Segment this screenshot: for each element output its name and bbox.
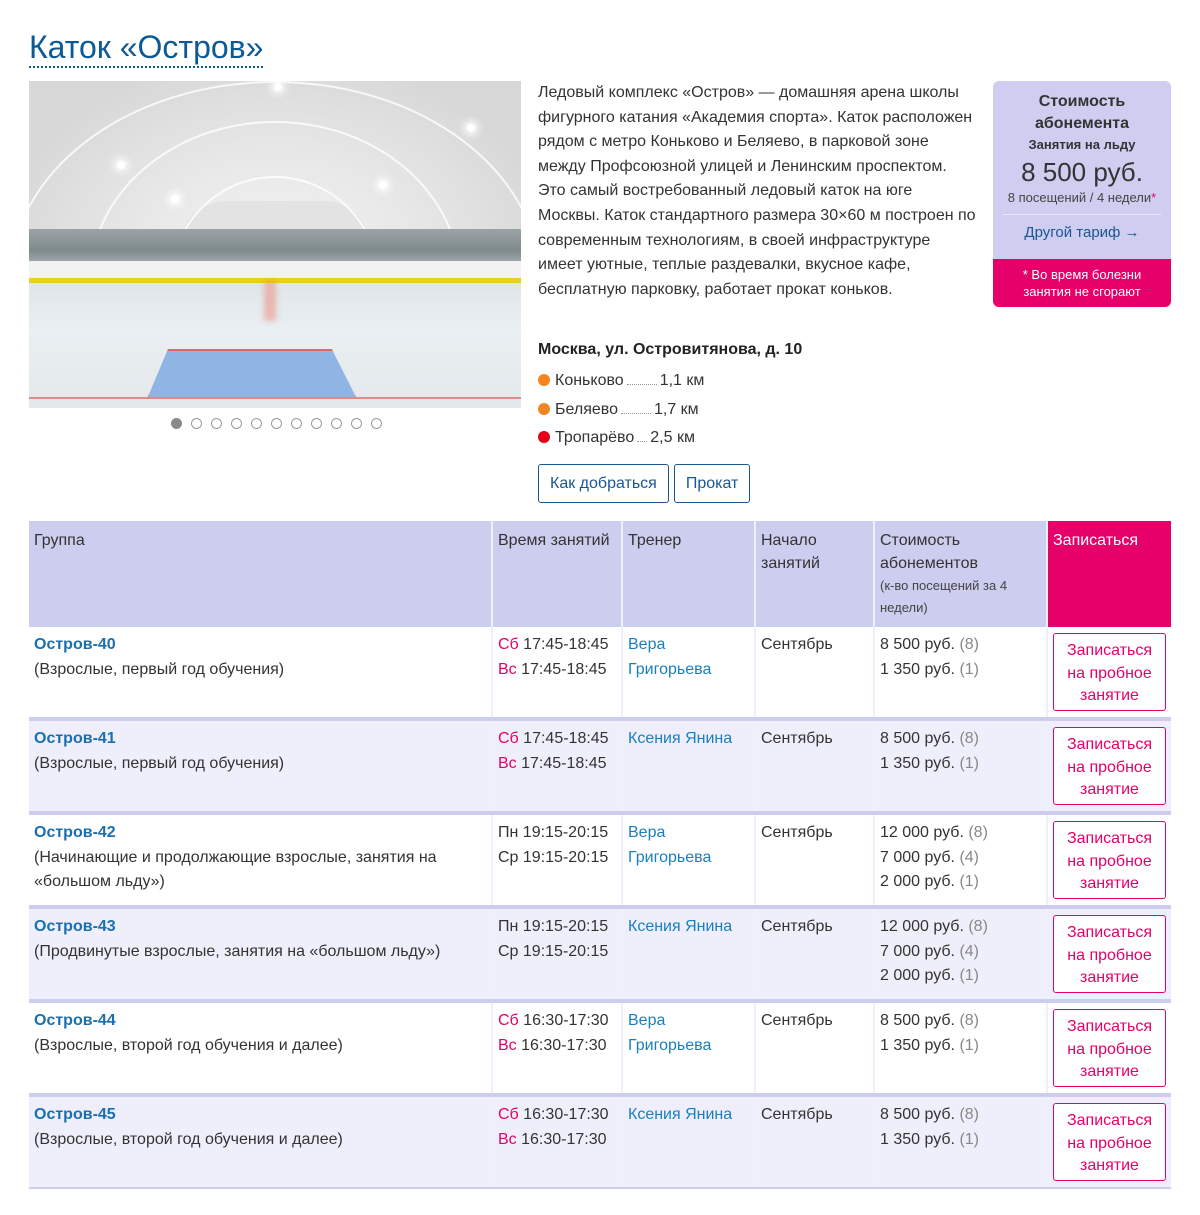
dotted-leader	[621, 402, 651, 414]
schedule-slot	[498, 658, 616, 683]
metro-station-name: Тропарёво	[555, 429, 635, 446]
schedule-day: Сб	[498, 730, 519, 747]
price-value: 1 350 руб.	[880, 754, 955, 772]
photo-goal-line	[29, 397, 521, 399]
price-card-divider	[1003, 214, 1161, 215]
schedule-day: Пн	[498, 918, 519, 935]
price-option	[880, 1128, 1041, 1153]
table-row	[29, 907, 1171, 1001]
metro-line-icon	[538, 403, 550, 415]
column-header-start	[755, 521, 874, 627]
price-value: 1 350 руб.	[880, 660, 955, 678]
signup-line: Записаться	[1066, 736, 1153, 754]
visit-count: (1)	[959, 967, 980, 985]
visit-count: (8)	[968, 918, 988, 935]
price-card-note	[993, 190, 1171, 205]
price-value: 8 500 руб.	[880, 1106, 955, 1123]
subscription-price-card	[993, 81, 1171, 307]
signup-line: Записаться	[1066, 830, 1153, 848]
trainer-link[interactable]: Вера Григорьева	[628, 1012, 712, 1054]
signup-line: на пробное	[1067, 664, 1152, 682]
cell-cost	[874, 907, 1047, 1001]
header-cost-note: (к-во посещений за 4 недели)	[880, 578, 1008, 615]
price-value: 2 000 руб.	[880, 873, 955, 891]
price-card-title	[993, 91, 1171, 135]
price-card-footer-line: * Во время болезни	[1022, 267, 1142, 282]
cell-time	[492, 813, 622, 907]
cell-signup	[1047, 813, 1171, 907]
cell-trainer	[622, 813, 755, 907]
price-card-footer	[993, 259, 1171, 307]
schedule-time: 16:30-17:30	[523, 1106, 609, 1123]
price-option	[880, 727, 1041, 752]
group-description: (Взрослые, первый год обучения)	[34, 754, 285, 772]
cell-time	[492, 719, 622, 813]
price-value: 7 000 руб.	[880, 848, 955, 866]
column-header-trainer: Тренер	[622, 521, 755, 627]
group-description: (Взрослые, второй год обучения и далее)	[34, 1036, 343, 1054]
metro-distance: 2,5 км	[650, 429, 695, 446]
metro-station-name: Беляево	[555, 400, 618, 418]
table-row	[29, 1095, 1171, 1188]
price-option	[880, 940, 1041, 965]
cell-signup	[1047, 907, 1171, 1001]
schedule-time: 17:45-18:45	[521, 660, 607, 678]
cell-start: Сентябрь	[755, 719, 874, 813]
header-line: абонементов	[880, 555, 978, 572]
trial-signup-button[interactable]	[1053, 915, 1166, 993]
metro-list	[538, 372, 704, 458]
price-option	[880, 964, 1041, 989]
schedule-time: 16:30-17:30	[521, 1130, 607, 1148]
cell-time	[492, 1095, 622, 1188]
cell-start: Сентябрь	[755, 1095, 874, 1188]
gallery-dot[interactable]	[191, 418, 202, 429]
group-name-link[interactable]: Остров-40	[34, 636, 116, 653]
trainer-link[interactable]: Вера Григорьева	[628, 824, 712, 866]
cell-start: Сентябрь	[755, 627, 874, 719]
table-header-row	[29, 521, 1171, 627]
schedule-slot	[498, 727, 616, 752]
group-description: (Взрослые, первый год обучения)	[34, 660, 285, 678]
photo-light	[467, 124, 475, 132]
group-name-link[interactable]: Остров-44	[34, 1012, 116, 1029]
trial-signup-button[interactable]	[1053, 633, 1166, 711]
metro-station	[538, 401, 704, 430]
cell-signup	[1047, 627, 1171, 719]
schedule-time: 19:15-20:15	[522, 942, 609, 960]
group-description: (Продвинутые взрослые, занятия на «большом льду»)	[34, 942, 441, 960]
metro-line-icon	[538, 374, 550, 386]
column-header-cost	[874, 521, 1047, 627]
signup-line: занятие	[1080, 781, 1139, 799]
metro-station	[538, 429, 704, 458]
visit-count: (1)	[959, 754, 980, 772]
schedule-slot	[498, 821, 616, 846]
schedule-day: Ср	[498, 942, 519, 960]
trial-signup-button[interactable]	[1053, 727, 1166, 805]
signup-line: на пробное	[1067, 946, 1152, 964]
signup-line: на пробное	[1067, 852, 1152, 870]
group-description: (Начинающие и продолжающие взрослые, занятия на «большом льду»)	[34, 848, 437, 891]
gallery-dot[interactable]	[351, 418, 362, 429]
schedule-day: Сб	[498, 1106, 519, 1123]
signup-line: занятие	[1080, 687, 1139, 705]
signup-line: Записаться	[1066, 642, 1153, 660]
visit-count: (8)	[959, 636, 980, 653]
group-name-link[interactable]: Остров-41	[34, 730, 116, 747]
schedule-time: 17:45-18:45	[523, 730, 609, 747]
group-name-link[interactable]: Остров-42	[34, 824, 116, 841]
price-option	[880, 1103, 1041, 1128]
photo-stands	[29, 229, 521, 265]
schedule-slot	[498, 1034, 616, 1059]
signup-line: Записаться	[1066, 1018, 1153, 1036]
trial-signup-button[interactable]	[1053, 1009, 1166, 1087]
schedule-day: Вс	[498, 1130, 517, 1148]
schedule-time: 16:30-17:30	[523, 1012, 609, 1029]
visit-count: (8)	[959, 730, 980, 747]
cell-cost	[874, 719, 1047, 813]
cell-trainer	[622, 627, 755, 719]
price-card-title-line: Стоимость	[1038, 93, 1126, 110]
signup-line: на пробное	[1067, 758, 1152, 776]
price-value: 12 000 руб.	[880, 824, 964, 841]
schedule-slot	[498, 1009, 616, 1034]
price-value: 7 000 руб.	[880, 942, 955, 960]
cell-time	[492, 627, 622, 719]
price-value: 1 350 руб.	[880, 1036, 955, 1054]
signup-line: на пробное	[1067, 1040, 1152, 1058]
visit-count: (4)	[959, 848, 980, 866]
group-name-link[interactable]: Остров-43	[34, 918, 116, 935]
metro-distance: 1,1 км	[659, 372, 705, 389]
price-option	[880, 658, 1041, 683]
group-description: (Взрослые, второй год обучения и далее)	[34, 1130, 343, 1148]
column-header-signup: Записаться	[1047, 521, 1171, 627]
cell-signup	[1047, 1001, 1171, 1095]
rink-description: Ледовый комплекс «Остров» — домашняя арена школы фигурного катания «Академия спорта». Каток расположен рядом с метро Коньково и Беляево, в парковой зоне между Профсоюзной улицей и Ленинским проспектом. Это самый востребованный ледовый каток на юге Москвы. Каток стандартного размера 30×60 м построен по современным технологиям, в своей инфраструктуре имеет уютные, теплые раздевалки, вкусное кафе, бесплатную парковку, работает прокат коньков.	[538, 84, 976, 298]
photo-boards	[29, 261, 521, 283]
schedule-time: 16:30-17:30	[521, 1036, 607, 1054]
price-option	[880, 1009, 1041, 1034]
action-buttons	[538, 464, 750, 503]
cell-cost	[874, 813, 1047, 907]
gallery-dot[interactable]	[251, 418, 262, 429]
price-card-price: 8 500 руб.	[1021, 157, 1143, 187]
photo-goal-crease	[147, 349, 357, 399]
cell-group	[29, 1001, 492, 1095]
price-option	[880, 821, 1041, 846]
other-tariff-link[interactable]: Другой тариф →	[1024, 224, 1140, 241]
cell-group	[29, 907, 492, 1001]
column-header-time: Время занятий	[492, 521, 622, 627]
price-card-title-line: абонемента	[1034, 115, 1130, 132]
dotted-leader	[637, 430, 647, 442]
gallery-dot[interactable]	[371, 418, 382, 429]
schedule-slot	[498, 633, 616, 658]
visit-count: (8)	[959, 1106, 980, 1123]
header-line: Начало	[761, 532, 817, 549]
rink-address: Москва, ул. Островитянова, д. 10	[538, 341, 803, 358]
signup-line: на пробное	[1067, 1134, 1152, 1152]
cell-start: Сентябрь	[755, 813, 874, 907]
gallery-dot[interactable]	[171, 418, 182, 429]
gallery-pagination	[171, 418, 382, 429]
schedule-day: Вс	[498, 1036, 517, 1054]
schedule-time: 19:15-20:15	[522, 848, 609, 866]
cell-trainer	[622, 719, 755, 813]
schedule-slot	[498, 940, 616, 965]
cell-cost	[874, 1001, 1047, 1095]
price-value: 12 000 руб.	[880, 918, 964, 935]
schedule-slot	[498, 752, 616, 777]
schedule-day: Ср	[498, 848, 519, 866]
cell-signup	[1047, 1095, 1171, 1188]
cell-group	[29, 1095, 492, 1188]
visit-count: (8)	[968, 824, 988, 841]
signup-line: Записаться	[1066, 924, 1153, 942]
cell-time	[492, 907, 622, 1001]
price-card-subtitle: Занятия на льду	[1028, 137, 1136, 152]
photo-light	[379, 181, 387, 189]
price-option	[880, 1034, 1041, 1059]
metro-line-icon	[538, 431, 550, 443]
schedule-slot	[498, 1128, 616, 1153]
gallery-dot[interactable]	[311, 418, 322, 429]
signup-line: Записаться	[1066, 1112, 1153, 1130]
gallery-dot[interactable]	[331, 418, 342, 429]
cell-start: Сентябрь	[755, 907, 874, 1001]
gallery-dot[interactable]	[291, 418, 302, 429]
price-card-note-text: 8 посещений / 4 недели	[1007, 190, 1152, 205]
visit-count: (4)	[959, 942, 980, 960]
header-line: Стоимость	[880, 532, 961, 549]
rink-photo[interactable]	[29, 81, 521, 408]
header-line: занятий	[761, 555, 820, 572]
trial-signup-button[interactable]	[1053, 1103, 1166, 1181]
groups-table	[29, 521, 1171, 1189]
rental-button[interactable]: Прокат	[674, 464, 751, 503]
schedule-time: 17:45-18:45	[521, 754, 607, 772]
schedule-time: 19:15-20:15	[522, 824, 609, 841]
price-option	[880, 870, 1041, 895]
cell-signup	[1047, 719, 1171, 813]
gallery-dot[interactable]	[211, 418, 222, 429]
table-row	[29, 627, 1171, 719]
photo-light	[117, 161, 125, 169]
visit-count: (1)	[959, 873, 980, 891]
column-header-group: Группа	[29, 521, 492, 627]
schedule-slot	[498, 846, 616, 871]
signup-line: занятие	[1080, 1157, 1139, 1175]
signup-line: занятие	[1080, 1063, 1139, 1081]
directions-button[interactable]: Как добраться	[538, 464, 669, 503]
price-value: 8 500 руб.	[880, 1012, 955, 1029]
group-name-link[interactable]: Остров-45	[34, 1106, 116, 1123]
price-option	[880, 915, 1041, 940]
metro-distance: 1,7 км	[653, 400, 699, 418]
trainer-link[interactable]: Вера Григорьева	[628, 636, 712, 678]
schedule-day: Вс	[498, 660, 517, 678]
trainer-link[interactable]: Ксения Янина	[628, 730, 733, 747]
cell-start: Сентябрь	[755, 1001, 874, 1095]
schedule-day: Сб	[498, 636, 519, 653]
cell-time	[492, 1001, 622, 1095]
visit-count: (8)	[959, 1012, 980, 1029]
gallery-dot[interactable]	[271, 418, 282, 429]
cell-group	[29, 719, 492, 813]
price-option	[880, 846, 1041, 871]
dotted-leader	[627, 373, 657, 385]
page-title[interactable]: Каток «Остров»	[29, 28, 263, 68]
cell-trainer	[622, 1001, 755, 1095]
schedule-day: Пн	[498, 824, 519, 841]
table-row	[29, 1001, 1171, 1095]
visit-count: (1)	[959, 1130, 980, 1148]
schedule-day: Сб	[498, 1012, 519, 1029]
trainer-link[interactable]: Ксения Янина	[628, 1106, 733, 1123]
gallery-dot[interactable]	[231, 418, 242, 429]
visit-count: (1)	[959, 1036, 980, 1054]
cell-trainer	[622, 907, 755, 1001]
photo-light	[171, 195, 179, 203]
table-row	[29, 813, 1171, 907]
schedule-slot	[498, 915, 616, 940]
price-option	[880, 752, 1041, 777]
cell-group	[29, 813, 492, 907]
cell-cost	[874, 1095, 1047, 1188]
price-value: 8 500 руб.	[880, 636, 955, 653]
visit-count: (1)	[959, 660, 980, 678]
cell-cost	[874, 627, 1047, 719]
price-card-footer-line: занятия не сгорают	[1023, 284, 1141, 299]
trainer-link[interactable]: Ксения Янина	[628, 918, 733, 935]
price-option	[880, 633, 1041, 658]
photo-reflection	[264, 281, 276, 321]
asterisk: *	[1151, 190, 1157, 205]
trial-signup-button[interactable]	[1053, 821, 1166, 899]
schedule-day: Вс	[498, 754, 517, 772]
price-value: 2 000 руб.	[880, 967, 955, 985]
schedule-time: 17:45-18:45	[523, 636, 609, 653]
signup-line: занятие	[1080, 969, 1139, 987]
table-row	[29, 719, 1171, 813]
cell-trainer	[622, 1095, 755, 1188]
signup-line: занятие	[1080, 875, 1139, 893]
cell-group	[29, 627, 492, 719]
metro-station-name: Коньково	[555, 372, 624, 389]
price-value: 1 350 руб.	[880, 1130, 955, 1148]
metro-station	[538, 372, 704, 401]
schedule-slot	[498, 1103, 616, 1128]
schedule-time: 19:15-20:15	[522, 918, 609, 935]
price-value: 8 500 руб.	[880, 730, 955, 747]
photo-light	[274, 83, 282, 91]
